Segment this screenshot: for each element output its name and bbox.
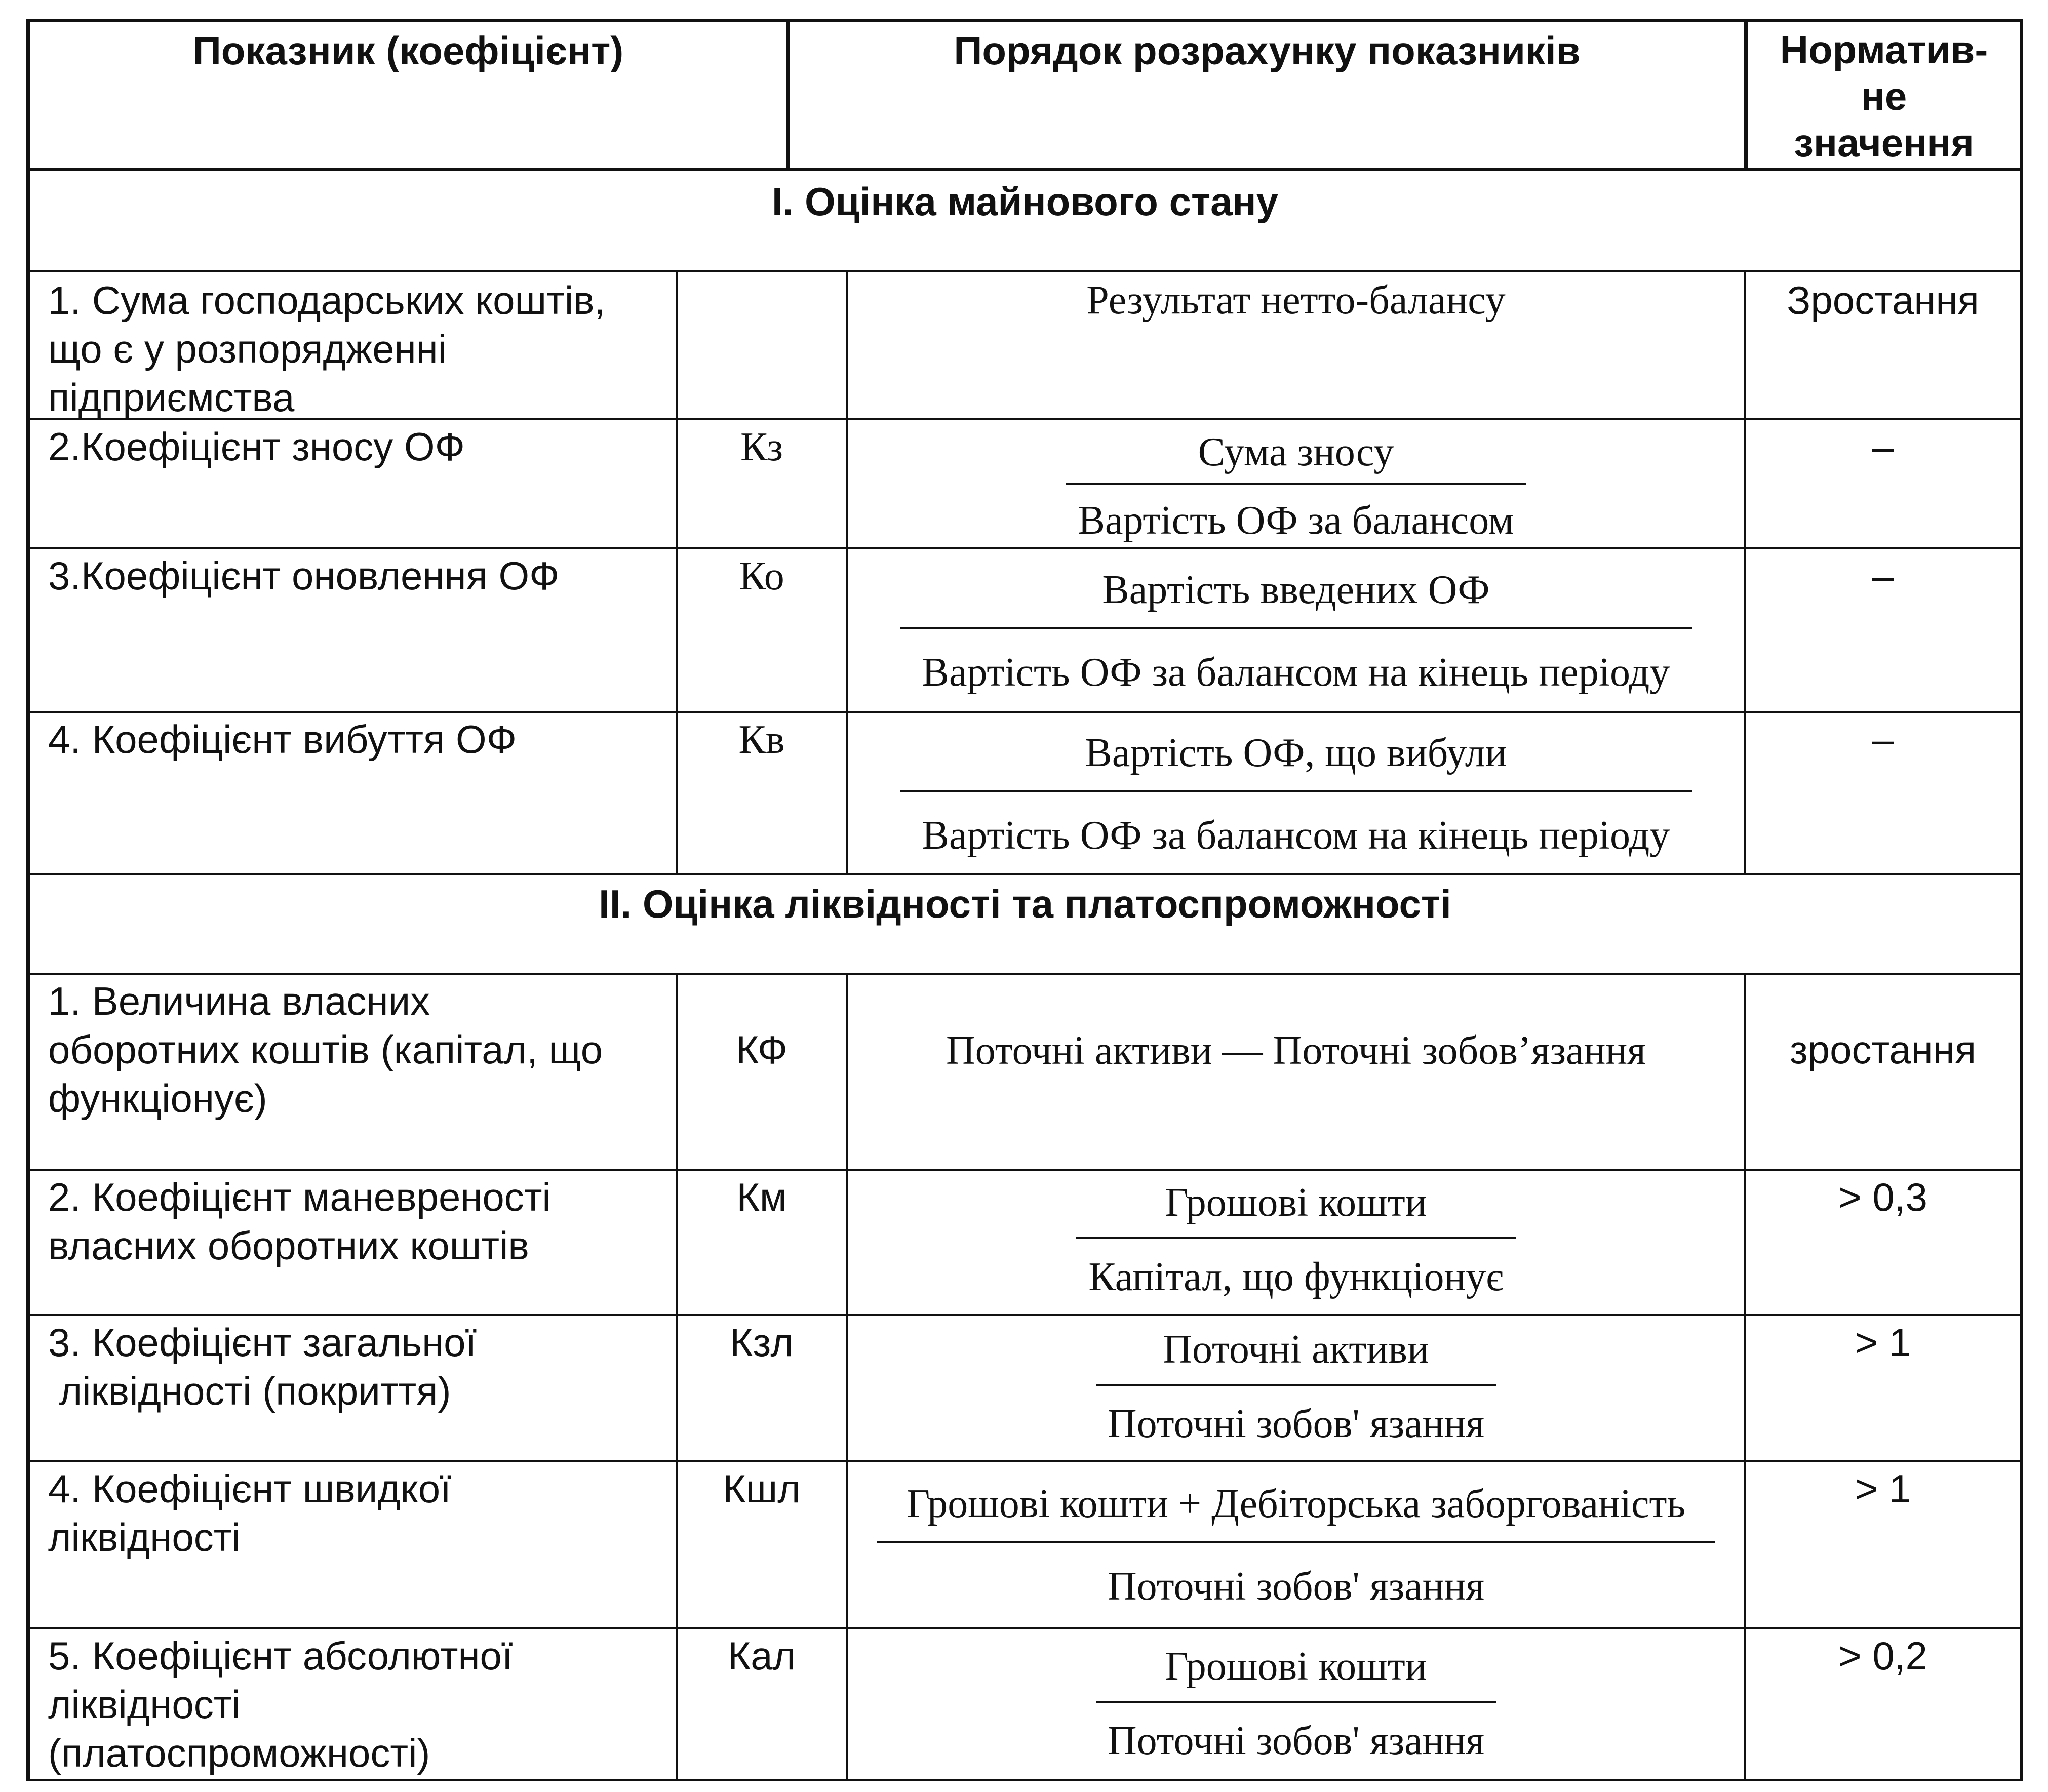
- formula-fraction: [848, 1180, 1744, 1300]
- indicator-name-line: ліквідності: [48, 1515, 241, 1560]
- indicator-code: Кзл: [730, 1320, 794, 1365]
- header-norm: [1748, 26, 2020, 166]
- formula-denominator: Вартість ОФ за балансом: [1078, 498, 1514, 543]
- formula-numerator: Грошові кошти + Дебіторська заборгованість: [906, 1482, 1685, 1526]
- formula-fraction: [848, 730, 1744, 859]
- indicator-name-line: функціонує): [48, 1076, 267, 1121]
- fraction-bar: [1096, 1384, 1496, 1386]
- fraction-bar: [1076, 1237, 1516, 1239]
- fraction-bar: [877, 1541, 1715, 1543]
- indicator-code: Кал: [727, 1634, 796, 1678]
- formula-numerator: Вартість ОФ, що вибули: [1085, 731, 1507, 775]
- indicator-code: КФ: [735, 1027, 788, 1072]
- formula: Поточні активи — Поточні зобов’язання: [946, 1028, 1646, 1073]
- norm-value: > 0,3: [1838, 1175, 1927, 1219]
- formula: Результат нетто-балансу: [1086, 278, 1506, 323]
- header-divider-2: [1744, 19, 1748, 169]
- section2-title-bottom: [26, 973, 2022, 975]
- section-title: ІІ. Оцінка ліквідності та платоспроможності: [599, 882, 1451, 926]
- indicator-name-line: підприємства: [48, 375, 295, 420]
- table-border-bottom: [26, 1779, 2022, 1781]
- row-divider: [26, 1460, 2022, 1462]
- indicator-name-line: 1. Величина власних: [48, 979, 430, 1023]
- indicator-name: 3.Коефіцієнт оновлення ОФ: [48, 553, 560, 598]
- formula-fraction: [848, 1644, 1744, 1764]
- indicator-name-line: 1. Сума господарських коштів,: [48, 278, 606, 323]
- indicator-name-line: власних оборотних коштів: [48, 1223, 529, 1268]
- formula-numerator: Сума зносу: [1198, 430, 1394, 474]
- table-border-right: [2020, 19, 2023, 1781]
- row-divider: [26, 547, 2022, 549]
- indicator-name-line: 4. Коефіцієнт швидкої: [48, 1466, 451, 1511]
- formula-fraction: [848, 1481, 1744, 1610]
- indicator-name-line: оборотних коштів (капітал, що: [48, 1027, 603, 1072]
- norm-value: > 1: [1855, 1466, 1911, 1511]
- formula-numerator: Вартість введених ОФ: [1102, 568, 1490, 612]
- indicator-name: [48, 977, 671, 1123]
- formula-fraction: [848, 567, 1744, 696]
- indicator-name-line: що є у розпорядженні: [48, 327, 447, 371]
- row-divider: [26, 711, 2022, 713]
- formula-fraction: [848, 429, 1744, 544]
- indicator-name-line: 3. Коефіцієнт загальної: [48, 1320, 477, 1365]
- header-indicator: Показник (коефіцієнт): [192, 28, 624, 73]
- indicator-code: Кшл: [723, 1466, 801, 1511]
- row-divider: [26, 1314, 2022, 1316]
- indicator-code: Км: [736, 1175, 787, 1219]
- norm-value: зростання: [1789, 1027, 1977, 1072]
- header-norm-line: Норматив-: [1780, 27, 1988, 72]
- indicator-name-line: ліквідності: [48, 1682, 241, 1727]
- indicator-name: [48, 276, 671, 422]
- indicator-name-line: (платоспроможності): [48, 1731, 430, 1775]
- fraction-bar: [900, 627, 1692, 629]
- formula-denominator: Поточні зобов' язання: [1107, 1719, 1485, 1763]
- section-title: І. Оцінка майнового стану: [771, 179, 1279, 224]
- formula-numerator: Поточні активи: [1163, 1327, 1429, 1372]
- section1-title-bottom: [26, 270, 2022, 272]
- indicator-name: [48, 1173, 671, 1270]
- norm-value: > 0,2: [1838, 1634, 1927, 1678]
- indicator-name-line: ліквідності (покриття): [48, 1369, 451, 1413]
- indicator-code: Кз: [740, 425, 783, 469]
- norm-value: –: [1872, 553, 1894, 598]
- indicator-name: [48, 1631, 671, 1777]
- indicator-code: Кв: [738, 718, 785, 762]
- indicator-name: [48, 1464, 671, 1562]
- formula-denominator: Поточні зобов' язання: [1107, 1402, 1485, 1446]
- header-norm-line: значення: [1794, 121, 1974, 165]
- fraction-bar: [1066, 483, 1526, 485]
- norm-value: –: [1872, 424, 1894, 469]
- norm-value: > 1: [1855, 1320, 1911, 1365]
- formula-denominator: Поточні зобов' язання: [1107, 1564, 1485, 1609]
- formula-denominator: Капітал, що функціонує: [1088, 1255, 1504, 1299]
- row-divider: [26, 873, 2022, 875]
- indicator-name-line: 5. Коефіцієнт абсолютної: [48, 1634, 513, 1678]
- fraction-bar: [1096, 1701, 1496, 1703]
- indicator-name: 2.Коефіцієнт зносу ОФ: [48, 424, 465, 469]
- row-divider: [26, 1169, 2022, 1171]
- norm-value: Зростання: [1787, 278, 1979, 323]
- header-norm-line: не: [1861, 74, 1907, 118]
- header-bottom-border: [26, 168, 2022, 171]
- indicator-name: 4. Коефіцієнт вибуття ОФ: [48, 717, 517, 762]
- row-divider: [26, 1627, 2022, 1629]
- fraction-bar: [900, 790, 1692, 792]
- formula-denominator: Вартість ОФ за балансом на кінець періоду: [922, 813, 1670, 858]
- header-divider-1: [786, 19, 790, 169]
- indicator-name: [48, 1318, 671, 1415]
- norm-value: –: [1872, 717, 1894, 762]
- formula-numerator: Грошові кошти: [1165, 1180, 1427, 1225]
- formula-numerator: Грошові кошти: [1165, 1644, 1427, 1689]
- table-border-top: [26, 19, 2022, 22]
- indicator-name-line: 2. Коефіцієнт маневреності: [48, 1175, 551, 1219]
- header-calculation: Порядок розрахунку показників: [954, 28, 1581, 73]
- indicator-code: Ко: [739, 554, 784, 599]
- table-border-left: [26, 19, 30, 1781]
- formula-denominator: Вартість ОФ за балансом на кінець періоду: [922, 650, 1670, 695]
- formula-fraction: [848, 1327, 1744, 1447]
